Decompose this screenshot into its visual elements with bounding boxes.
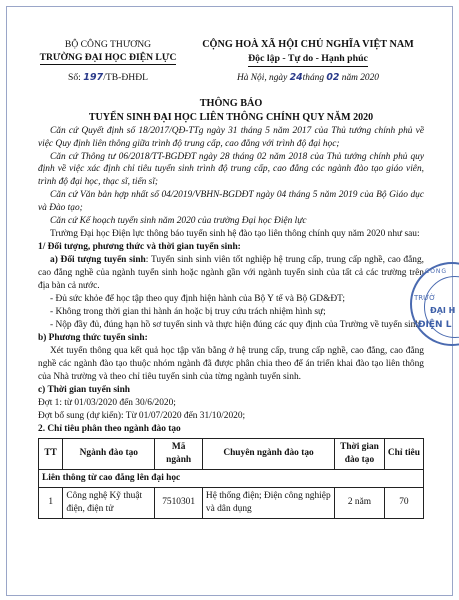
col-quota: Chỉ tiêu <box>384 438 423 469</box>
notice-subtitle: TUYỂN SINH ĐẠI HỌC LIÊN THÔNG CHÍNH QUY NĂM 2020 <box>88 111 374 123</box>
country-name: CỘNG HOÀ XÃ HỘI CHỦ NGHĨA VIỆT NAM <box>202 39 414 50</box>
cell-specialization: Hệ thống điện; Điện công nghiệp và dân dụng <box>202 487 334 518</box>
cell-quota: 70 <box>384 487 423 518</box>
basis-4: Căn cứ Kế hoạch tuyển sinh năm 2020 của trường Đại học Điện lực <box>50 216 307 227</box>
number-suffix: /TB-ĐHĐL <box>103 72 148 84</box>
quota-table <box>38 438 424 519</box>
col-specialization: Chuyên ngành đào tạo <box>202 438 334 469</box>
section1-a-label: a) Đối tượng tuyển sinh <box>50 255 146 266</box>
date-prefix: Hà Nội, ngày <box>237 72 288 83</box>
document-page <box>38 38 424 519</box>
period-2: Đợt bổ sung (dự kiến): Từ 01/07/2020 đến 31/10/2020; <box>38 410 246 421</box>
section1-heading: 1/ Đối tượng, phương thức và thời gian tuyển sinh: <box>38 242 241 253</box>
basis-3: Căn cứ Văn bản hợp nhất số 04/2019/VBHN-BGDĐT ngày 04 tháng 5 năm 2019 của Bộ Giáo dục và Đào tạo; <box>38 190 424 214</box>
bullet-2: - Không trong thời gian thi hành án hoặc bị truy cứu trách nhiệm hình sự; <box>50 307 326 318</box>
col-duration: Thời gian đào tạo <box>335 438 385 469</box>
seal-text-top: CÔNG <box>425 268 448 275</box>
document-header <box>38 38 424 85</box>
section1-b-text: Xét tuyển thông qua kết quả học tập văn bằng ở hệ trung cấp, trung cấp nghề, cao đẳng, cao đẳng nghề các ngành đào tạo thuộc nhóm ngành đã được phân chia theo để án triển khai đào tạo liên thông của Nhà trường và theo chỉ tiêu tuyển sinh của từng ngành tuyển sinh. <box>38 346 424 382</box>
cell-code: 7510301 <box>155 487 203 518</box>
number-prefix: Số: <box>67 72 81 84</box>
ministry-name: BỘ CÔNG THƯƠNG <box>64 39 152 50</box>
table-row <box>39 487 424 518</box>
document-date <box>192 72 424 85</box>
bullet-3: - Nộp đầy đủ, đúng hạn hồ sơ tuyển sinh và thực hiện đúng các quy định của Trường về tuyển sinh. <box>50 320 423 331</box>
table-header-row <box>39 438 424 469</box>
intro-text: Trường Đại học Điện lực thông báo tuyển sinh hệ đào tạo liên thông chính quy năm 2020 như sau: <box>50 229 420 240</box>
seal-text-4: ĐIỆN L <box>418 320 452 330</box>
section1-c-heading: c) Thời gian tuyển sinh <box>38 384 131 395</box>
seal-text-2: TRƯỜ <box>414 294 436 302</box>
document-number <box>38 71 178 84</box>
number-handwritten: 197 <box>83 72 104 84</box>
cell-duration: 2 năm <box>335 487 385 518</box>
cell-major: Công nghệ Kỹ thuật điện, điện tử <box>63 487 155 518</box>
col-code: Mã ngành <box>155 438 203 469</box>
section1-a-text: : Tuyển sinh sinh viên tốt nghiệp hệ trung cấp, trung cấp nghề, cao đẳng, cao đẳng nghề của ngành tuyển sinh hoặc ngành gần với ngành tuyển sinh của tất cả các trường trên địa bàn cả nước. <box>38 255 424 292</box>
section2-heading: 2. Chỉ tiêu phân theo ngành đào tạo <box>38 423 181 434</box>
col-tt: TT <box>39 438 63 469</box>
school-name: TRƯỜNG ĐẠI HỌC ĐIỆN LỰC <box>40 51 177 65</box>
section1-b-heading: b) Phương thức tuyển sinh: <box>38 333 148 344</box>
section1-a <box>38 254 424 293</box>
date-suffix: năm 2020 <box>341 72 379 83</box>
date-day: 24 <box>289 71 303 83</box>
table-group-row <box>39 469 424 487</box>
header-left <box>38 38 178 85</box>
group-label: Liên thông từ cao đẳng lên đại học <box>39 469 424 487</box>
date-mid: tháng <box>302 72 325 83</box>
basis-1: Căn cứ Quyết định số 18/2017/QĐ-TTg ngày 31 tháng 5 năm 2017 của Thủ tướng chính phủ về việc Quy định liên thông giữa trình độ trung cấp, cao đẳng với trình độ đại học; <box>38 125 424 149</box>
header-right <box>192 38 424 85</box>
basis-2: Căn cứ Thông tư 06/2018/TT-BGDĐT ngày 28 tháng 02 năm 2018 của Thủ tướng chính phủ quy định về việc xác định chỉ tiêu tuyển sinh trình độ trung cấp, cao đẳng các ngành đào tạo giáo viên, trình độ đại học, thạc sĩ, tiến sĩ; <box>38 151 424 188</box>
national-motto: Độc lập - Tự do - Hạnh phúc <box>248 52 368 67</box>
period-1: Đợt 1: từ 01/03/2020 đến 30/6/2020; <box>38 397 176 408</box>
seal-text-3: ĐẠI H <box>430 306 456 315</box>
notice-title: THÔNG BÁO <box>199 97 263 109</box>
cell-tt: 1 <box>39 487 63 518</box>
col-major: Ngành đào tạo <box>63 438 155 469</box>
bullet-1: - Đủ sức khỏe để học tập theo quy định hiện hành của Bộ Y tế và Bộ GD&ĐT; <box>50 294 345 305</box>
date-month: 02 <box>326 71 340 83</box>
